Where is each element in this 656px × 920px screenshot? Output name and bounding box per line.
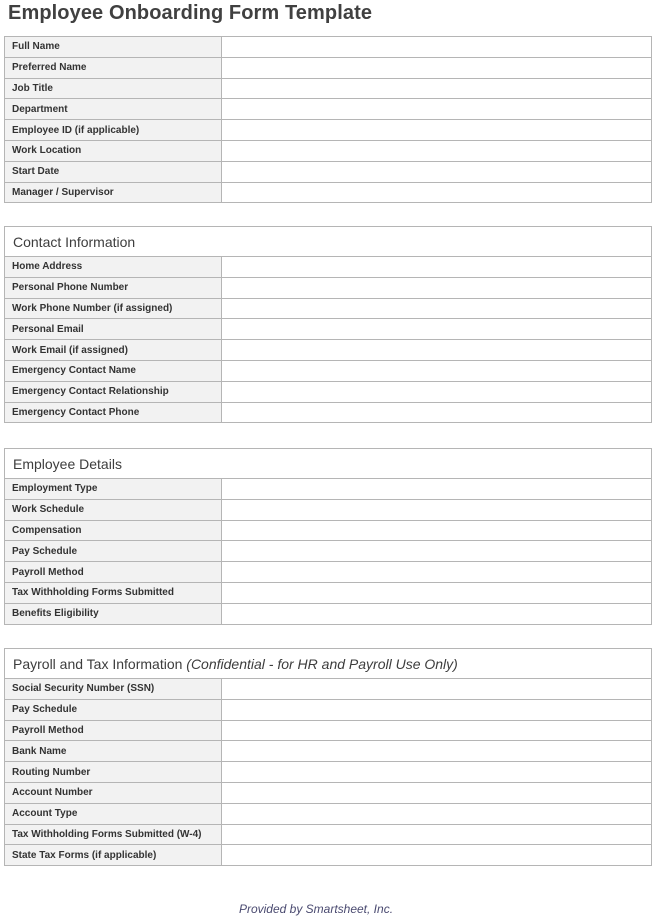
field-label: Full Name	[5, 37, 222, 58]
field-label: Personal Phone Number	[5, 277, 222, 298]
field-label: Tax Withholding Forms Submitted (W-4)	[5, 824, 222, 845]
field-input-work-location[interactable]	[222, 140, 652, 161]
field-input-start-date[interactable]	[222, 161, 652, 182]
form-row	[5, 37, 652, 58]
field-label: Manager / Supervisor	[5, 182, 222, 203]
form-row	[5, 562, 652, 583]
field-label: Start Date	[5, 161, 222, 182]
field-input-pay-schedule[interactable]	[222, 699, 652, 720]
form-row	[5, 824, 652, 845]
section-heading-text: Payroll and Tax Information	[13, 656, 183, 672]
page-title: Employee Onboarding Form Template	[8, 2, 373, 24]
form-row	[5, 679, 652, 700]
field-input-work-email-if-assigned[interactable]	[222, 340, 652, 361]
form-row	[5, 277, 652, 298]
field-input-pay-schedule[interactable]	[222, 541, 652, 562]
field-label: State Tax Forms (if applicable)	[5, 845, 222, 866]
section-heading-note: (Confidential - for HR and Payroll Use Only)	[186, 656, 458, 672]
field-label: Payroll Method	[5, 562, 222, 583]
form-row	[5, 845, 652, 866]
field-input-department[interactable]	[222, 99, 652, 120]
form-rows	[5, 679, 652, 866]
section-heading	[4, 648, 652, 678]
form-row	[5, 782, 652, 803]
form-row	[5, 319, 652, 340]
field-input-payroll-method[interactable]	[222, 562, 652, 583]
form-row	[5, 120, 652, 141]
field-label: Account Type	[5, 803, 222, 824]
form-row	[5, 699, 652, 720]
field-input-social-security-number-ssn[interactable]	[222, 679, 652, 700]
form-row	[5, 140, 652, 161]
field-input-benefits-eligibility[interactable]	[222, 603, 652, 624]
form-rows	[5, 257, 652, 423]
field-input-routing-number[interactable]	[222, 762, 652, 783]
section-heading	[4, 226, 652, 256]
field-input-personal-phone-number[interactable]	[222, 277, 652, 298]
form-row	[5, 603, 652, 624]
field-label: Job Title	[5, 78, 222, 99]
field-label: Routing Number	[5, 762, 222, 783]
section-contact-information	[4, 226, 652, 423]
field-label: Work Schedule	[5, 499, 222, 520]
field-label: Account Number	[5, 782, 222, 803]
field-input-preferred-name[interactable]	[222, 57, 652, 78]
form-table-details	[4, 478, 652, 625]
field-input-full-name[interactable]	[222, 37, 652, 58]
form-row	[5, 499, 652, 520]
field-label: Department	[5, 99, 222, 120]
form-row	[5, 340, 652, 361]
form-row	[5, 803, 652, 824]
field-label: Emergency Contact Name	[5, 360, 222, 381]
form-row	[5, 381, 652, 402]
field-label: Social Security Number (SSN)	[5, 679, 222, 700]
field-label: Work Phone Number (if assigned)	[5, 298, 222, 319]
form-row	[5, 720, 652, 741]
field-input-emergency-contact-phone[interactable]	[222, 402, 652, 423]
field-input-home-address[interactable]	[222, 257, 652, 278]
field-input-work-phone-number-if-assigned[interactable]	[222, 298, 652, 319]
field-input-compensation[interactable]	[222, 520, 652, 541]
form-row	[5, 360, 652, 381]
field-input-personal-email[interactable]	[222, 319, 652, 340]
field-input-emergency-contact-name[interactable]	[222, 360, 652, 381]
field-input-tax-withholding-forms-submitted[interactable]	[222, 582, 652, 603]
form-row	[5, 520, 652, 541]
field-label: Tax Withholding Forms Submitted	[5, 582, 222, 603]
form-rows	[5, 37, 652, 203]
field-input-tax-withholding-forms-submitted-w-4[interactable]	[222, 824, 652, 845]
form-table-contact	[4, 256, 652, 423]
field-label: Emergency Contact Phone	[5, 402, 222, 423]
section-heading-text: Contact Information	[13, 234, 136, 250]
field-label: Employment Type	[5, 479, 222, 500]
field-input-work-schedule[interactable]	[222, 499, 652, 520]
field-input-employee-id-if-applicable[interactable]	[222, 120, 652, 141]
field-label: Work Location	[5, 140, 222, 161]
form-table-payroll	[4, 678, 652, 866]
field-label: Bank Name	[5, 741, 222, 762]
field-input-account-type[interactable]	[222, 803, 652, 824]
field-input-job-title[interactable]	[222, 78, 652, 99]
section-basic-info	[4, 36, 652, 203]
field-label: Benefits Eligibility	[5, 603, 222, 624]
field-label: Home Address	[5, 257, 222, 278]
field-input-payroll-method[interactable]	[222, 720, 652, 741]
form-row	[5, 257, 652, 278]
form-rows	[5, 479, 652, 625]
field-input-emergency-contact-relationship[interactable]	[222, 381, 652, 402]
field-input-state-tax-forms-if-applicable[interactable]	[222, 845, 652, 866]
form-row	[5, 762, 652, 783]
field-label: Pay Schedule	[5, 541, 222, 562]
form-row	[5, 298, 652, 319]
section-employee-details	[4, 448, 652, 625]
form-row	[5, 182, 652, 203]
field-label: Pay Schedule	[5, 699, 222, 720]
footer-credit: Provided by Smartsheet, Inc.	[238, 902, 394, 916]
section-heading	[4, 448, 652, 478]
form-row	[5, 57, 652, 78]
form-row	[5, 479, 652, 500]
field-label: Compensation	[5, 520, 222, 541]
field-input-account-number[interactable]	[222, 782, 652, 803]
field-label: Emergency Contact Relationship	[5, 381, 222, 402]
field-input-bank-name[interactable]	[222, 741, 652, 762]
form-table-basic	[4, 36, 652, 203]
field-input-employment-type[interactable]	[222, 479, 652, 500]
form-row	[5, 741, 652, 762]
section-heading-text: Employee Details	[13, 456, 122, 472]
form-row	[5, 99, 652, 120]
form-row	[5, 78, 652, 99]
field-label: Employee ID (if applicable)	[5, 120, 222, 141]
field-label: Preferred Name	[5, 57, 222, 78]
field-label: Work Email (if assigned)	[5, 340, 222, 361]
field-label: Payroll Method	[5, 720, 222, 741]
field-input-manager-supervisor[interactable]	[222, 182, 652, 203]
section-payroll-tax	[4, 648, 652, 866]
form-row	[5, 402, 652, 423]
field-label: Personal Email	[5, 319, 222, 340]
form-row	[5, 582, 652, 603]
form-row	[5, 541, 652, 562]
form-row	[5, 161, 652, 182]
